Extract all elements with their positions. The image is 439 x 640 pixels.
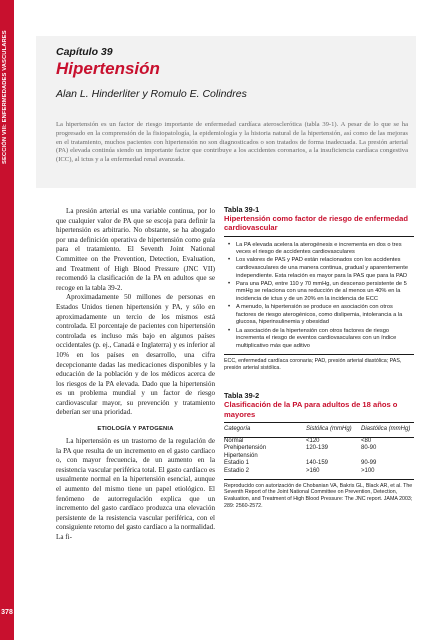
list-item: • La PA elevada acelera la aterogénesis e incrementa en dos o tres veces el riesgo de accidentes cardiovasculares xyxy=(228,242,414,257)
body-paragraph: La presión arterial es una variable continua, por lo que cualquier valor de PA que se escoja para definir la hipertensión es arbitrario. No obstante, se ha abogado por una definición operativa de hipertensión como guía para el tratamiento. El Seventh Joint National Committee on the Prevention, Detection, Evaluation, and Treatment of High Blood Pressure (JNC VII) recomendó la clasificación de la PA en adultos que se recoge en la tabla 39-2. xyxy=(56,207,215,292)
chapter-label: Capítulo 39 xyxy=(56,46,113,58)
table-cell: >100 xyxy=(361,467,375,474)
section-label: SECCIÓN VIII: ENFERMEDADES VASCULARES xyxy=(2,30,8,164)
table-row xyxy=(224,468,414,479)
list-item: • Para una PAD, entre 110 y 70 mmHg, un descenso persistente de 5 mmHg se relaciona con una reducción de al menos un 40% en la incidencia de ictus y de un 20% en la incidencia de ECC xyxy=(228,281,414,304)
table-cell: Prehipertensión xyxy=(224,445,267,452)
sidebar-column xyxy=(224,205,414,510)
table-label: Tabla 39-2 xyxy=(224,391,260,401)
table-note: ECC, enfermedad cardíaca coronaria; PAD, presión arterial diastólica; PAS, presión arterial sistólica. xyxy=(224,357,402,371)
table-cell: 90-99 xyxy=(361,460,377,467)
table-cell: 120-139 xyxy=(306,445,329,452)
table-row xyxy=(224,453,414,461)
table-caption: Clasificación de la PA para adultos de 18 años o mayores xyxy=(224,400,398,419)
table-source-note: Reproducido con autorización de Chobanian VA, Bakris GL, Black AR, et al. The Seventh Report of the Joint National Committee on Prevention, Detection, Evaluation, and Treatment of High Blood Pressure: The JNC report. JAMA 2003; 289: 2560-2572. xyxy=(224,482,413,509)
section-heading: ETIOLOGÍA Y PATOGENIA xyxy=(97,426,174,433)
risk-factor-list xyxy=(224,237,414,354)
table-label: Tabla 39-1 xyxy=(224,205,260,214)
body-paragraph: La hipertensión es un trastorno de la regulación de la PA que resulta de un incremento en el gasto cardíaco o, con mayor frecuencia, de un aumento en la resistencia vascular periférica total. El gasto cardíaco es usualmente normal en la hipertensión esencial, aunque el aumento del mismo tiene un papel etiológico. El fenómeno de autorregulación explica que un incremento del gasto cardíaco produzca una elevación persistente de la resistencia vascular periférica, con el consiguiente retorno del gasto cardíaco a la normalidad. La fi- xyxy=(56,437,215,541)
chapter-intro: La hipertensión es un factor de riesgo importante de enfermedad cardíaca aterosclerótica (tabla 39-1). A pesar de lo que se ha progresado en la comprensión de la fisiopatología, la epidemiología y la historia natural de la hipertensión, así como de las mejoras en el tratamiento, muchos pacientes con hipertensión no son diagnosticados o son tratados de forma inadecuada. La presión arterial (PA) elevada continúa siendo un importante factor que contribuye a los accidentes coronarios, a la insuficiencia cardíaca congestiva (ICC), al ictus y a la enfermedad renal avanzada. xyxy=(56,121,408,164)
table-cell: <120 xyxy=(306,437,320,444)
table-cell: Estadio 2 xyxy=(224,467,250,474)
list-item: • La asociación de la hipertensión con otros factores de riesgo incrementa el riesgo de eventos cardiovasculares con un índice multiplicativo más que aditivo xyxy=(228,328,414,351)
column-header: Categoría xyxy=(224,426,251,433)
chapter-authors: Alan L. Hinderliter y Romulo E. Colindres xyxy=(56,88,247,100)
list-item: • Los valores de PAS y PAD están relacionados con los accidentes cardiovasculares de una manera continua, gradual y aparentemente independiente. Esta relación es mayor para la PAS que para la PAD xyxy=(228,257,414,280)
table-row xyxy=(224,445,414,453)
table-cell: 80-90 xyxy=(361,445,377,452)
table-cell xyxy=(306,453,361,461)
main-column xyxy=(56,207,215,543)
table-cell: 140-159 xyxy=(306,460,329,467)
table-row xyxy=(224,460,414,468)
table-39-1 xyxy=(224,205,414,371)
column-header: Diastólica (mmHg) xyxy=(361,426,411,433)
page-number: 378 xyxy=(1,609,13,616)
table-cell xyxy=(361,453,414,461)
list-item: • A menudo, la hipertensión se produce en asociación con otros factores de riesgo aterogénicos, como dislipemia, intolerancia a la glucosa, hiperinsulinemia y obesidad xyxy=(228,304,414,327)
bp-classification-table xyxy=(224,423,414,478)
chapter-title: Hipertensión xyxy=(56,59,160,78)
table-header-row xyxy=(224,423,414,437)
table-caption: Hipertensión como factor de riesgo de enfermedad cardiovascular xyxy=(224,214,408,233)
table-cell: Estadio 1 xyxy=(224,460,250,467)
table-cell: >160 xyxy=(306,467,320,474)
table-cell: Normal xyxy=(224,437,244,444)
column-header: Sistólica (mmHg) xyxy=(306,426,352,433)
table-cell: Hipertensión xyxy=(224,452,258,459)
table-cell: <80 xyxy=(361,437,372,444)
table-row xyxy=(224,437,414,445)
table-39-2 xyxy=(224,391,414,509)
body-paragraph: Aproximadamente 50 millones de personas en Estados Unidos tienen hipertensión y PA, y sólo en aproximadamente un tercio de los mismos está controlada. El porcentaje de pacientes con hipertensión controlada es incluso más bajo en algunos países occidentales (p. ej., Canadá e Inglaterra) y es inferior al 10% en los países en desarrollo, una cifra decepcionante dadas las medicaciones disponibles y la educación de la población y de los médicos acerca de los riesgos de la PA elevada. Dado que la hipertensión es un problema mundial y un factor de riesgo cardiovascular mayor, su prevención y tratamiento deberían ser una prioridad. xyxy=(56,293,215,417)
